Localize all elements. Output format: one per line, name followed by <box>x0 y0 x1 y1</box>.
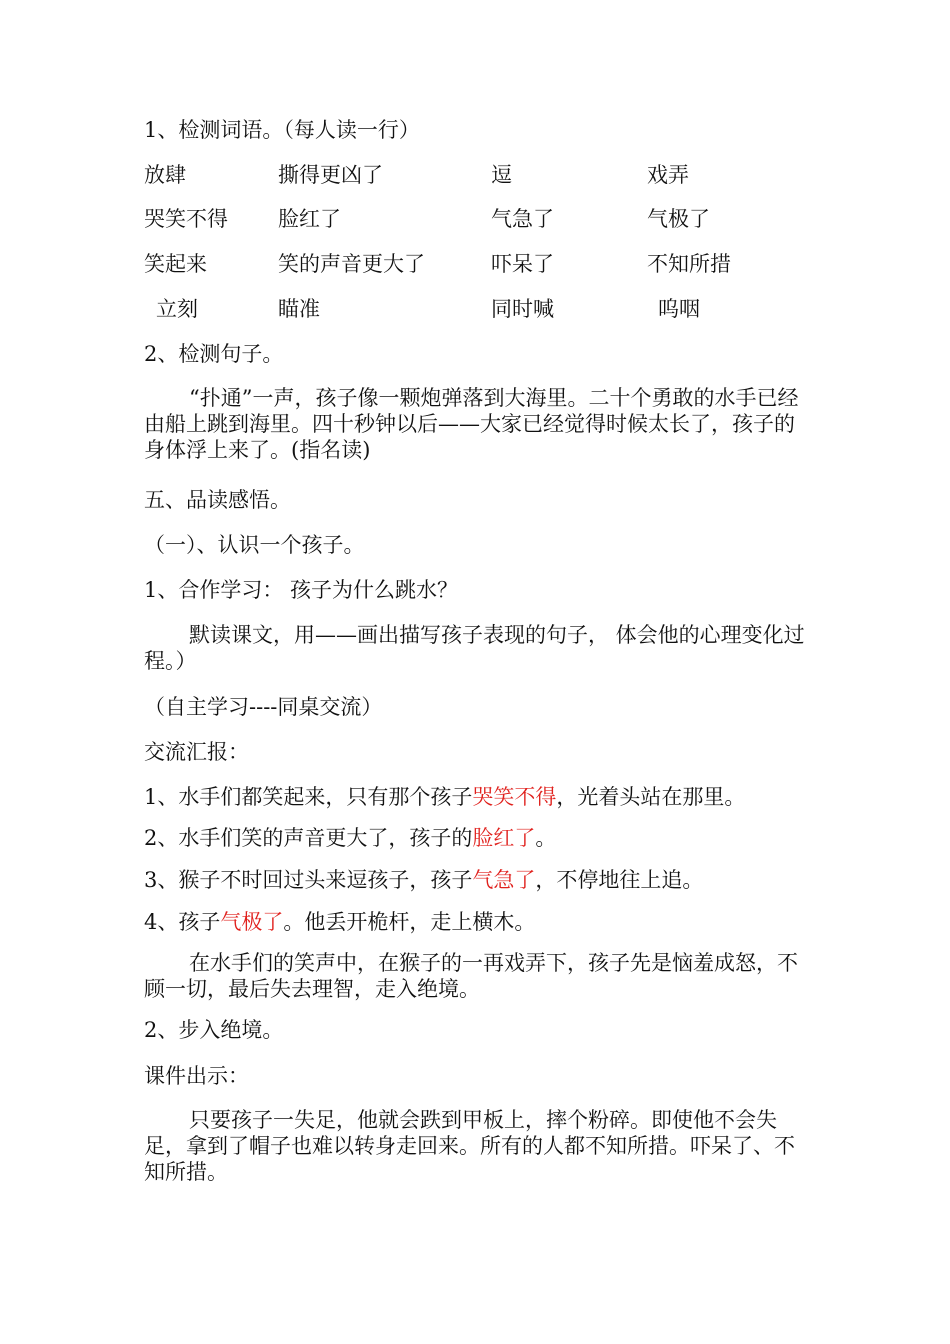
highlighted-phrase: 哭笑不得 <box>472 785 557 809</box>
report-line-4 <box>144 908 535 936</box>
cooperative-learning-title: 1、合作学习： 孩子为什么跳水？ <box>144 578 459 602</box>
section2-title: 2、检测句子。 <box>144 342 284 366</box>
summary-paragraph: 在水手们的笑声中，在猴子的一再戏弄下，孩子先是恼羞成怒，不顾一切，最后失去理智，走入绝境。 <box>144 951 798 1001</box>
vocab-row-4 <box>144 295 784 323</box>
highlighted-phrase: 脸红了 <box>472 826 536 850</box>
report-text: 。他丢开桅杆，走上横木。 <box>283 910 536 934</box>
highlighted-phrase: 气极了 <box>220 910 284 934</box>
vocab-word: 脸红了 <box>278 207 341 231</box>
report-text: 4、孩子 <box>144 910 221 934</box>
cooperative-learning-paragraph: 默读课文，用——画出描写孩子表现的句子， 体会他的心理变化过程。） <box>144 623 805 673</box>
vocab-word: 哭笑不得 <box>144 207 228 231</box>
subsection1-title: （一）、认识一个孩子。 <box>144 533 365 557</box>
vocab-row-3 <box>144 250 784 278</box>
report-text: 2、水手们笑的声音更大了，孩子的 <box>144 826 473 850</box>
section1-title: 1、检测词语。（每人读一行） <box>144 118 420 142</box>
report-title: 交流汇报： <box>144 740 249 764</box>
vocab-row-1 <box>144 161 784 189</box>
report-text: ，光着头站在那里。 <box>556 785 746 809</box>
part5-title: 五、品读感悟。 <box>144 488 291 512</box>
report-line-1 <box>144 783 745 811</box>
section2-paragraph: “扑通”一声，孩子像一颗炮弹落到大海里。二十个勇敢的水手已经由船上跳到海里。四十秒钟以后——大家已经觉得时候太长了，孩子的身体浮上来了。(指名读) <box>144 386 799 462</box>
vocab-word: 呜咽 <box>658 297 700 321</box>
vocab-word: 笑的声音更大了 <box>278 252 425 276</box>
report-text: 3、猴子不时回过头来逗孩子，孩子 <box>144 868 473 892</box>
courseware-title: 课件出示： <box>144 1064 249 1088</box>
vocab-word: 气极了 <box>647 207 710 231</box>
report-text: 。 <box>535 826 557 850</box>
step2-title: 2、步入绝境。 <box>144 1018 284 1042</box>
highlighted-phrase: 气急了 <box>472 868 536 892</box>
report-text: ，不停地往上追。 <box>535 868 704 892</box>
vocab-word: 立刻 <box>156 297 198 321</box>
vocab-word: 笑起来 <box>144 252 207 276</box>
vocab-word: 戏弄 <box>647 163 689 187</box>
vocab-word: 逗 <box>491 163 512 187</box>
vocab-row-2 <box>144 205 784 233</box>
report-text: 1、水手们都笑起来，只有那个孩子 <box>144 785 473 809</box>
vocab-word: 气急了 <box>491 207 554 231</box>
vocab-word: 撕得更凶了 <box>278 163 383 187</box>
report-line-3 <box>144 866 703 894</box>
report-line-2 <box>144 824 556 852</box>
vocab-word: 不知所措 <box>647 252 731 276</box>
self-study-note: （自主学习----同桌交流） <box>144 695 383 719</box>
vocab-word: 瞄准 <box>278 297 320 321</box>
vocab-word: 吓呆了 <box>491 252 554 276</box>
courseware-paragraph: 只要孩子一失足，他就会跌到甲板上，摔个粉碎。即使他不会失足，拿到了帽子也难以转身走回来。所有的人都不知所措。吓呆了、不知所措。 <box>144 1108 795 1184</box>
vocab-word: 放肆 <box>144 163 186 187</box>
vocab-word: 同时喊 <box>491 297 554 321</box>
